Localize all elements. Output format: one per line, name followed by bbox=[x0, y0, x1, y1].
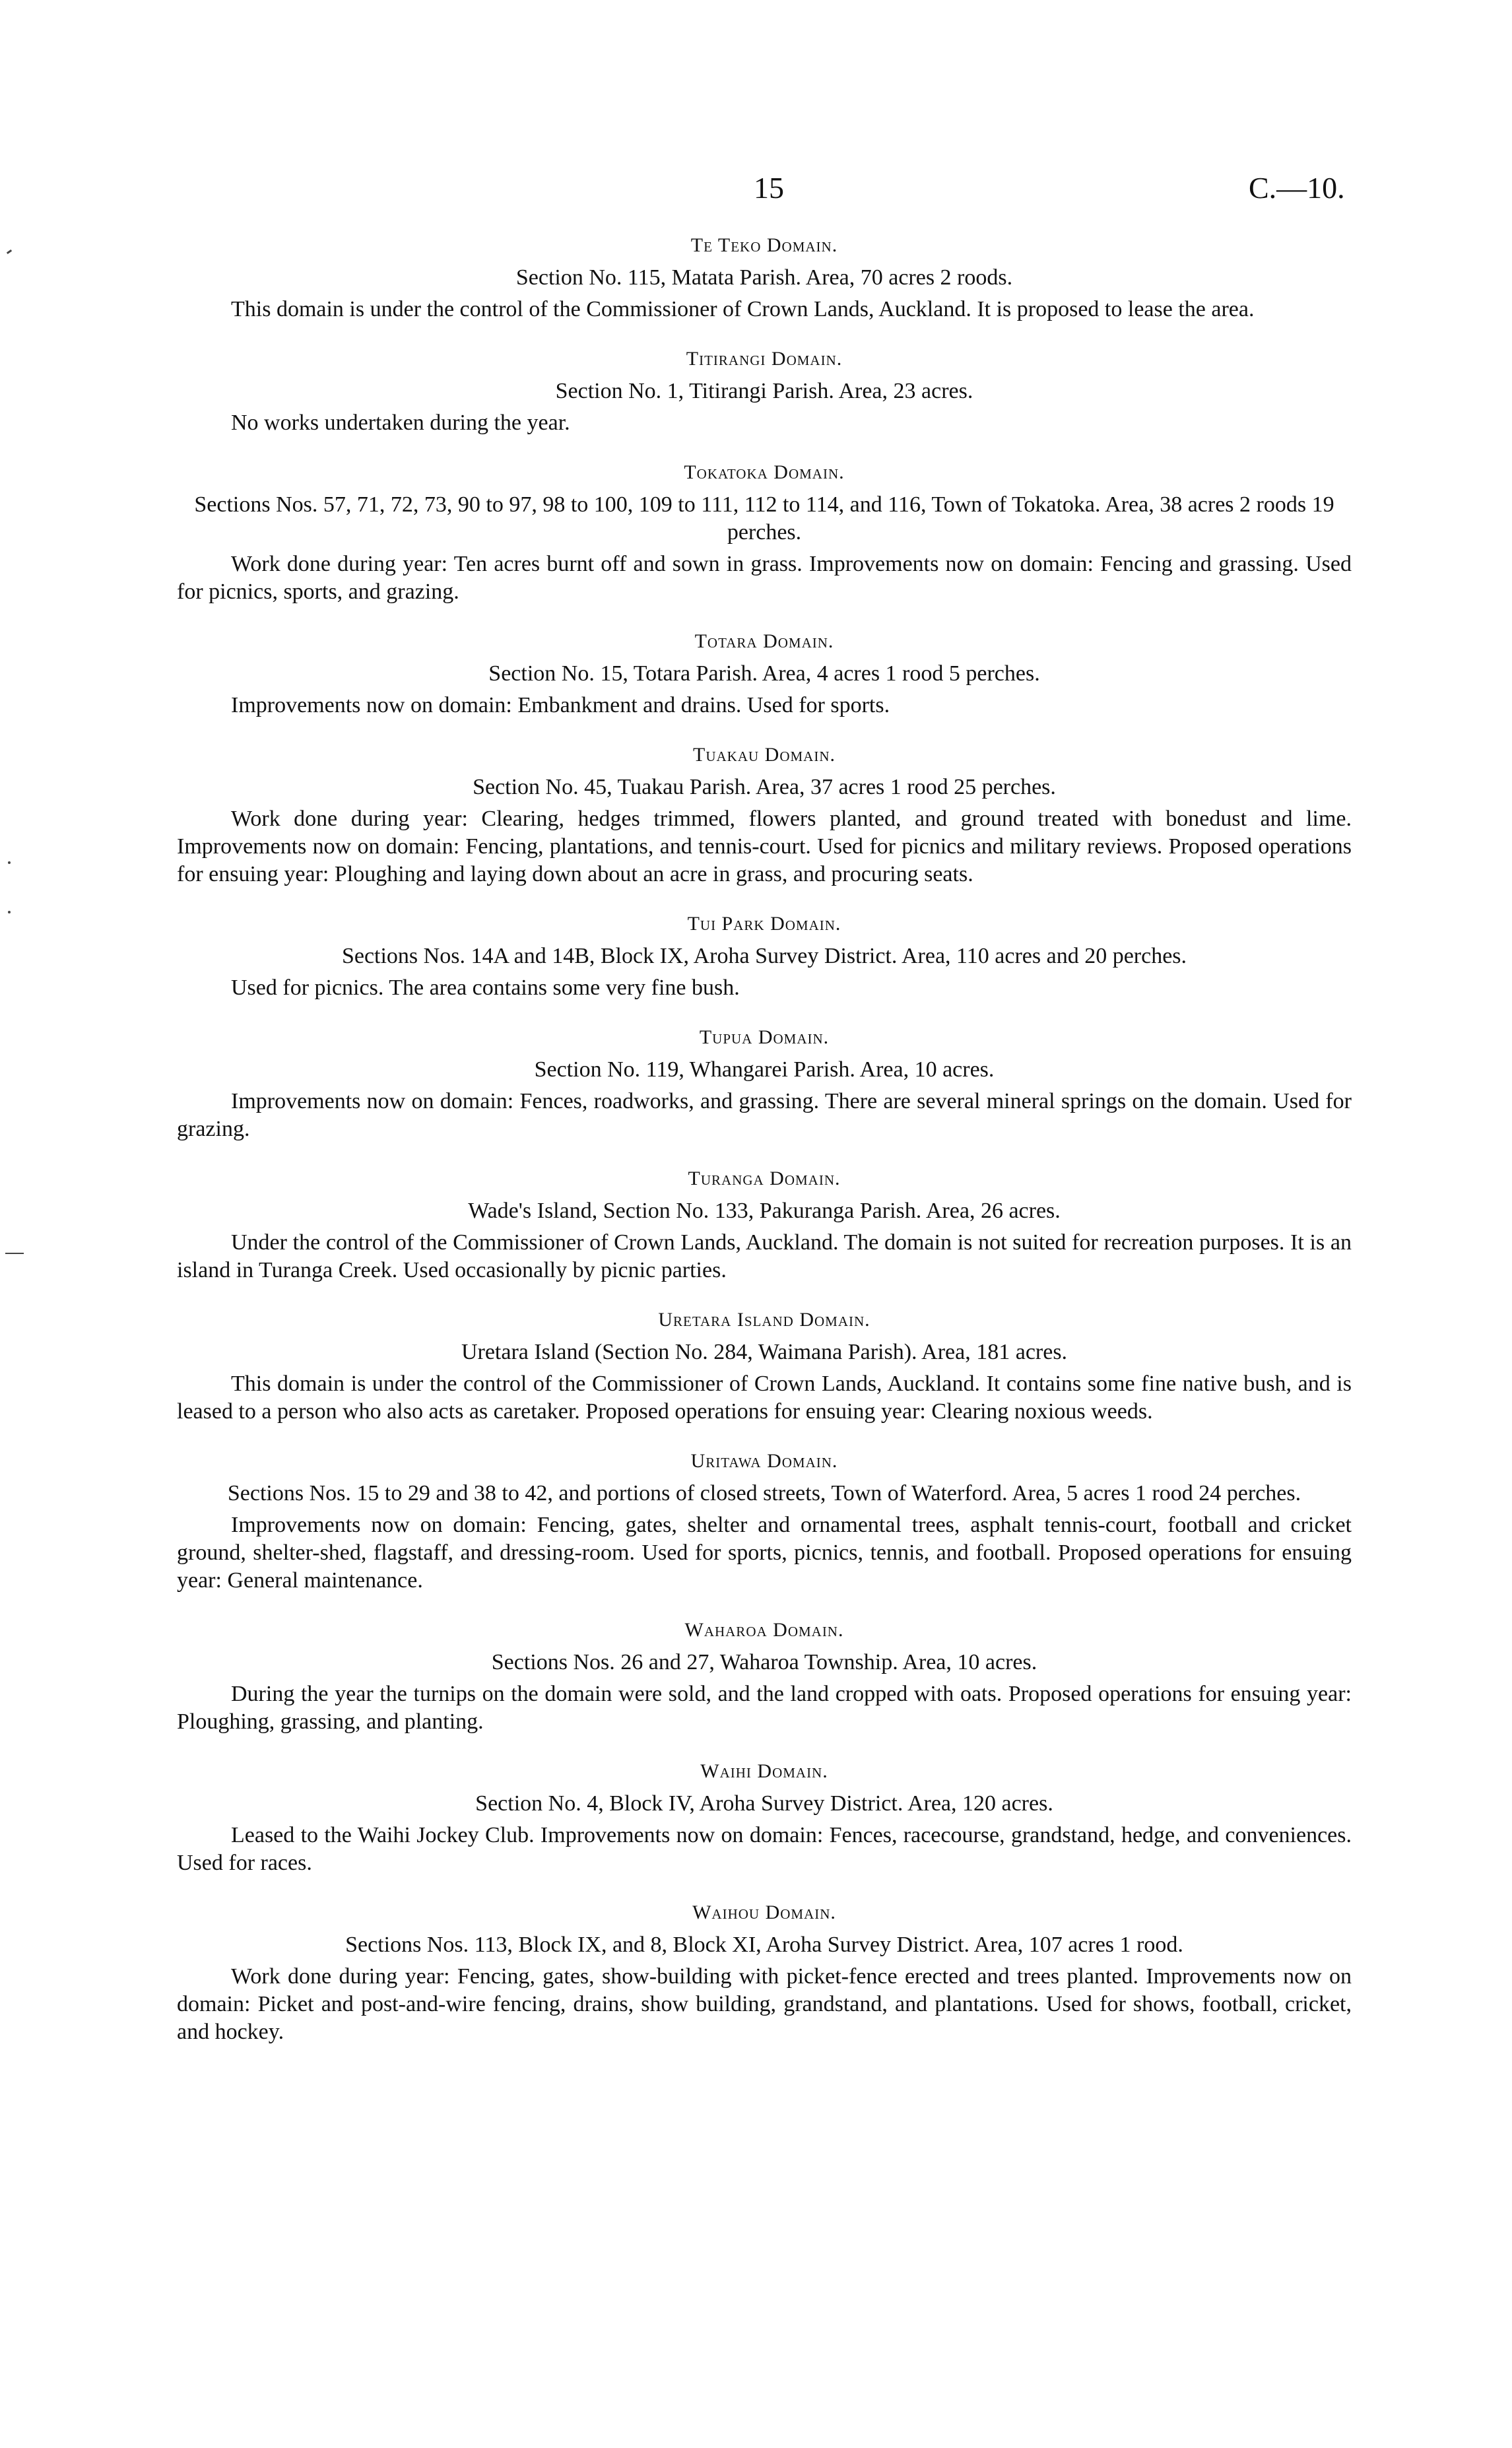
section-totara bbox=[177, 628, 1352, 719]
section-title: Waihi Domain. bbox=[700, 1760, 828, 1782]
section-waihou bbox=[177, 1900, 1352, 2046]
section-body: Work done during year: Fencing, gates, show-building with picket-fence erected and trees planted. Improvements now on domain: Picket and post-and-wire fencing, drains, show building, grandstand, and plantations. Used for shows, football, cricket, and hockey. bbox=[177, 1964, 1352, 2044]
section-body: Work done during year: Clearing, hedges trimmed, flowers planted, and ground treated with bonedust and lime. Improvements now on domain: Fencing, plantations, and tennis-court. Used for picnics and military reviews. Proposed operations for ensuing year: Ploughing and laying down about an acre in grass, and procuring seats. bbox=[177, 807, 1352, 886]
section-title: Waihou Domain. bbox=[692, 1902, 836, 1923]
section-body: Work done during year: Ten acres burnt off and sown in grass. Improvements now on domain: Fencing and grassing. Used for picnics, sports, and grazing. bbox=[177, 552, 1352, 604]
section-location: Wade's Island, Section No. 133, Pakuranga Parish. Area, 26 acres. bbox=[468, 1199, 1061, 1223]
section-waihi bbox=[177, 1758, 1352, 1877]
section-tupua bbox=[177, 1024, 1352, 1143]
section-location: Section No. 1, Titirangi Parish. Area, 23 acres. bbox=[555, 379, 973, 403]
section-turanga bbox=[177, 1166, 1352, 1284]
section-title: Tokatoka Domain. bbox=[684, 461, 845, 483]
section-location: Section No. 119, Whangarei Parish. Area, 10 acres. bbox=[534, 1057, 995, 1082]
section-location: Section No. 115, Matata Parish. Area, 70 acres 2 roods. bbox=[515, 265, 1013, 290]
section-location: Uretara Island (Section No. 284, Waimana Parish). Area, 181 acres. bbox=[461, 1340, 1068, 1364]
margin-mark bbox=[7, 249, 12, 254]
section-location: Section No. 15, Totara Parish. Area, 4 acres 1 rood 5 perches. bbox=[488, 661, 1040, 686]
section-body: No works undertaken during the year. bbox=[231, 411, 570, 435]
domain-sections bbox=[177, 232, 1352, 2068]
section-body: Used for picnics. The area contains some very fine bush. bbox=[231, 976, 740, 1000]
section-uritawa bbox=[177, 1448, 1352, 1595]
section-body: Improvements now on domain: Fences, roadworks, and grassing. There are several mineral springs on the domain. Used for grazing. bbox=[177, 1089, 1352, 1141]
section-location: Sections Nos. 15 to 29 and 38 to 42, and portions of closed streets, Town of Waterford. Area, 5 acres 1 rood 24 perches. bbox=[227, 1481, 1301, 1505]
section-location: Sections Nos. 113, Block IX, and 8, Block XI, Aroha Survey District. Area, 107 acres 1 rood. bbox=[345, 1933, 1183, 1957]
section-body: Improvements now on domain: Fencing, gates, shelter and ornamental trees, asphalt tennis-court, football and cricket ground, shelter-shed, flagstaff, and dressing-room. Used for sports, picnics, tennis, and football. Proposed operations for ensuing year: General maintenance. bbox=[177, 1513, 1352, 1593]
section-location: Sections Nos. 14A and 14B, Block IX, Aroha Survey District. Area, 110 acres and 20 perches. bbox=[341, 944, 1187, 968]
section-body: Leased to the Waihi Jockey Club. Improvements now on domain: Fences, racecourse, grandstand, hedge, and conveniences. Used for races. bbox=[177, 1823, 1352, 1875]
section-tokatoka bbox=[177, 459, 1352, 606]
section-title: Titirangi Domain. bbox=[686, 348, 843, 370]
section-titirangi bbox=[177, 346, 1352, 437]
section-location: Sections Nos. 57, 71, 72, 73, 90 to 97, 98 to 100, 109 to 111, 112 to 114, and 116, Town of Tokatoka. Area, 38 acres 2 roods 19 perches. bbox=[194, 492, 1334, 545]
section-body: This domain is under the control of the Commissioner of Crown Lands, Auckland. It is proposed to lease the area. bbox=[231, 297, 1255, 321]
margin-dot bbox=[8, 861, 11, 864]
section-title: Tupua Domain. bbox=[699, 1026, 830, 1048]
margin-dash bbox=[5, 1253, 24, 1254]
section-uretara-island bbox=[177, 1307, 1352, 1426]
page-header bbox=[0, 170, 1512, 210]
section-te-teko bbox=[177, 232, 1352, 323]
section-location: Section No. 4, Block IV, Aroha Survey District. Area, 120 acres. bbox=[475, 1791, 1053, 1816]
section-body: Under the control of the Commissioner of Crown Lands, Auckland. The domain is not suited for recreation purposes. It is an island in Turanga Creek. Used occasionally by picnic parties. bbox=[177, 1230, 1352, 1282]
document-reference: C.—10. bbox=[1249, 171, 1345, 205]
section-title: Tuakau Domain. bbox=[693, 744, 836, 766]
section-body: Improvements now on domain: Embankment and drains. Used for sports. bbox=[231, 693, 890, 717]
section-title: Tui Park Domain. bbox=[687, 913, 841, 935]
section-tui-park bbox=[177, 911, 1352, 1002]
section-title: Totara Domain. bbox=[694, 630, 834, 652]
margin-dot bbox=[8, 911, 11, 913]
section-body: During the year the turnips on the domain were sold, and the land cropped with oats. Proposed operations for ensuing year: Ploughing, grassing, and planting. bbox=[177, 1682, 1352, 1734]
section-location: Sections Nos. 26 and 27, Waharoa Township. Area, 10 acres. bbox=[491, 1650, 1037, 1674]
section-body: This domain is under the control of the Commissioner of Crown Lands, Auckland. It contains some fine native bush, and is leased to a person who also acts as caretaker. Proposed operations for ensuing year: Clearing noxious weeds. bbox=[177, 1372, 1352, 1424]
section-title: Waharoa Domain. bbox=[684, 1619, 844, 1641]
section-location: Section No. 45, Tuakau Parish. Area, 37 acres 1 rood 25 perches. bbox=[473, 775, 1056, 799]
page-number: 15 bbox=[754, 171, 784, 205]
section-waharoa bbox=[177, 1617, 1352, 1736]
section-title: Uretara Island Domain. bbox=[658, 1309, 871, 1331]
section-title: Uritawa Domain. bbox=[690, 1450, 838, 1472]
section-title: Turanga Domain. bbox=[688, 1168, 841, 1189]
section-tuakau bbox=[177, 742, 1352, 888]
section-title: Te Teko Domain. bbox=[690, 234, 838, 256]
